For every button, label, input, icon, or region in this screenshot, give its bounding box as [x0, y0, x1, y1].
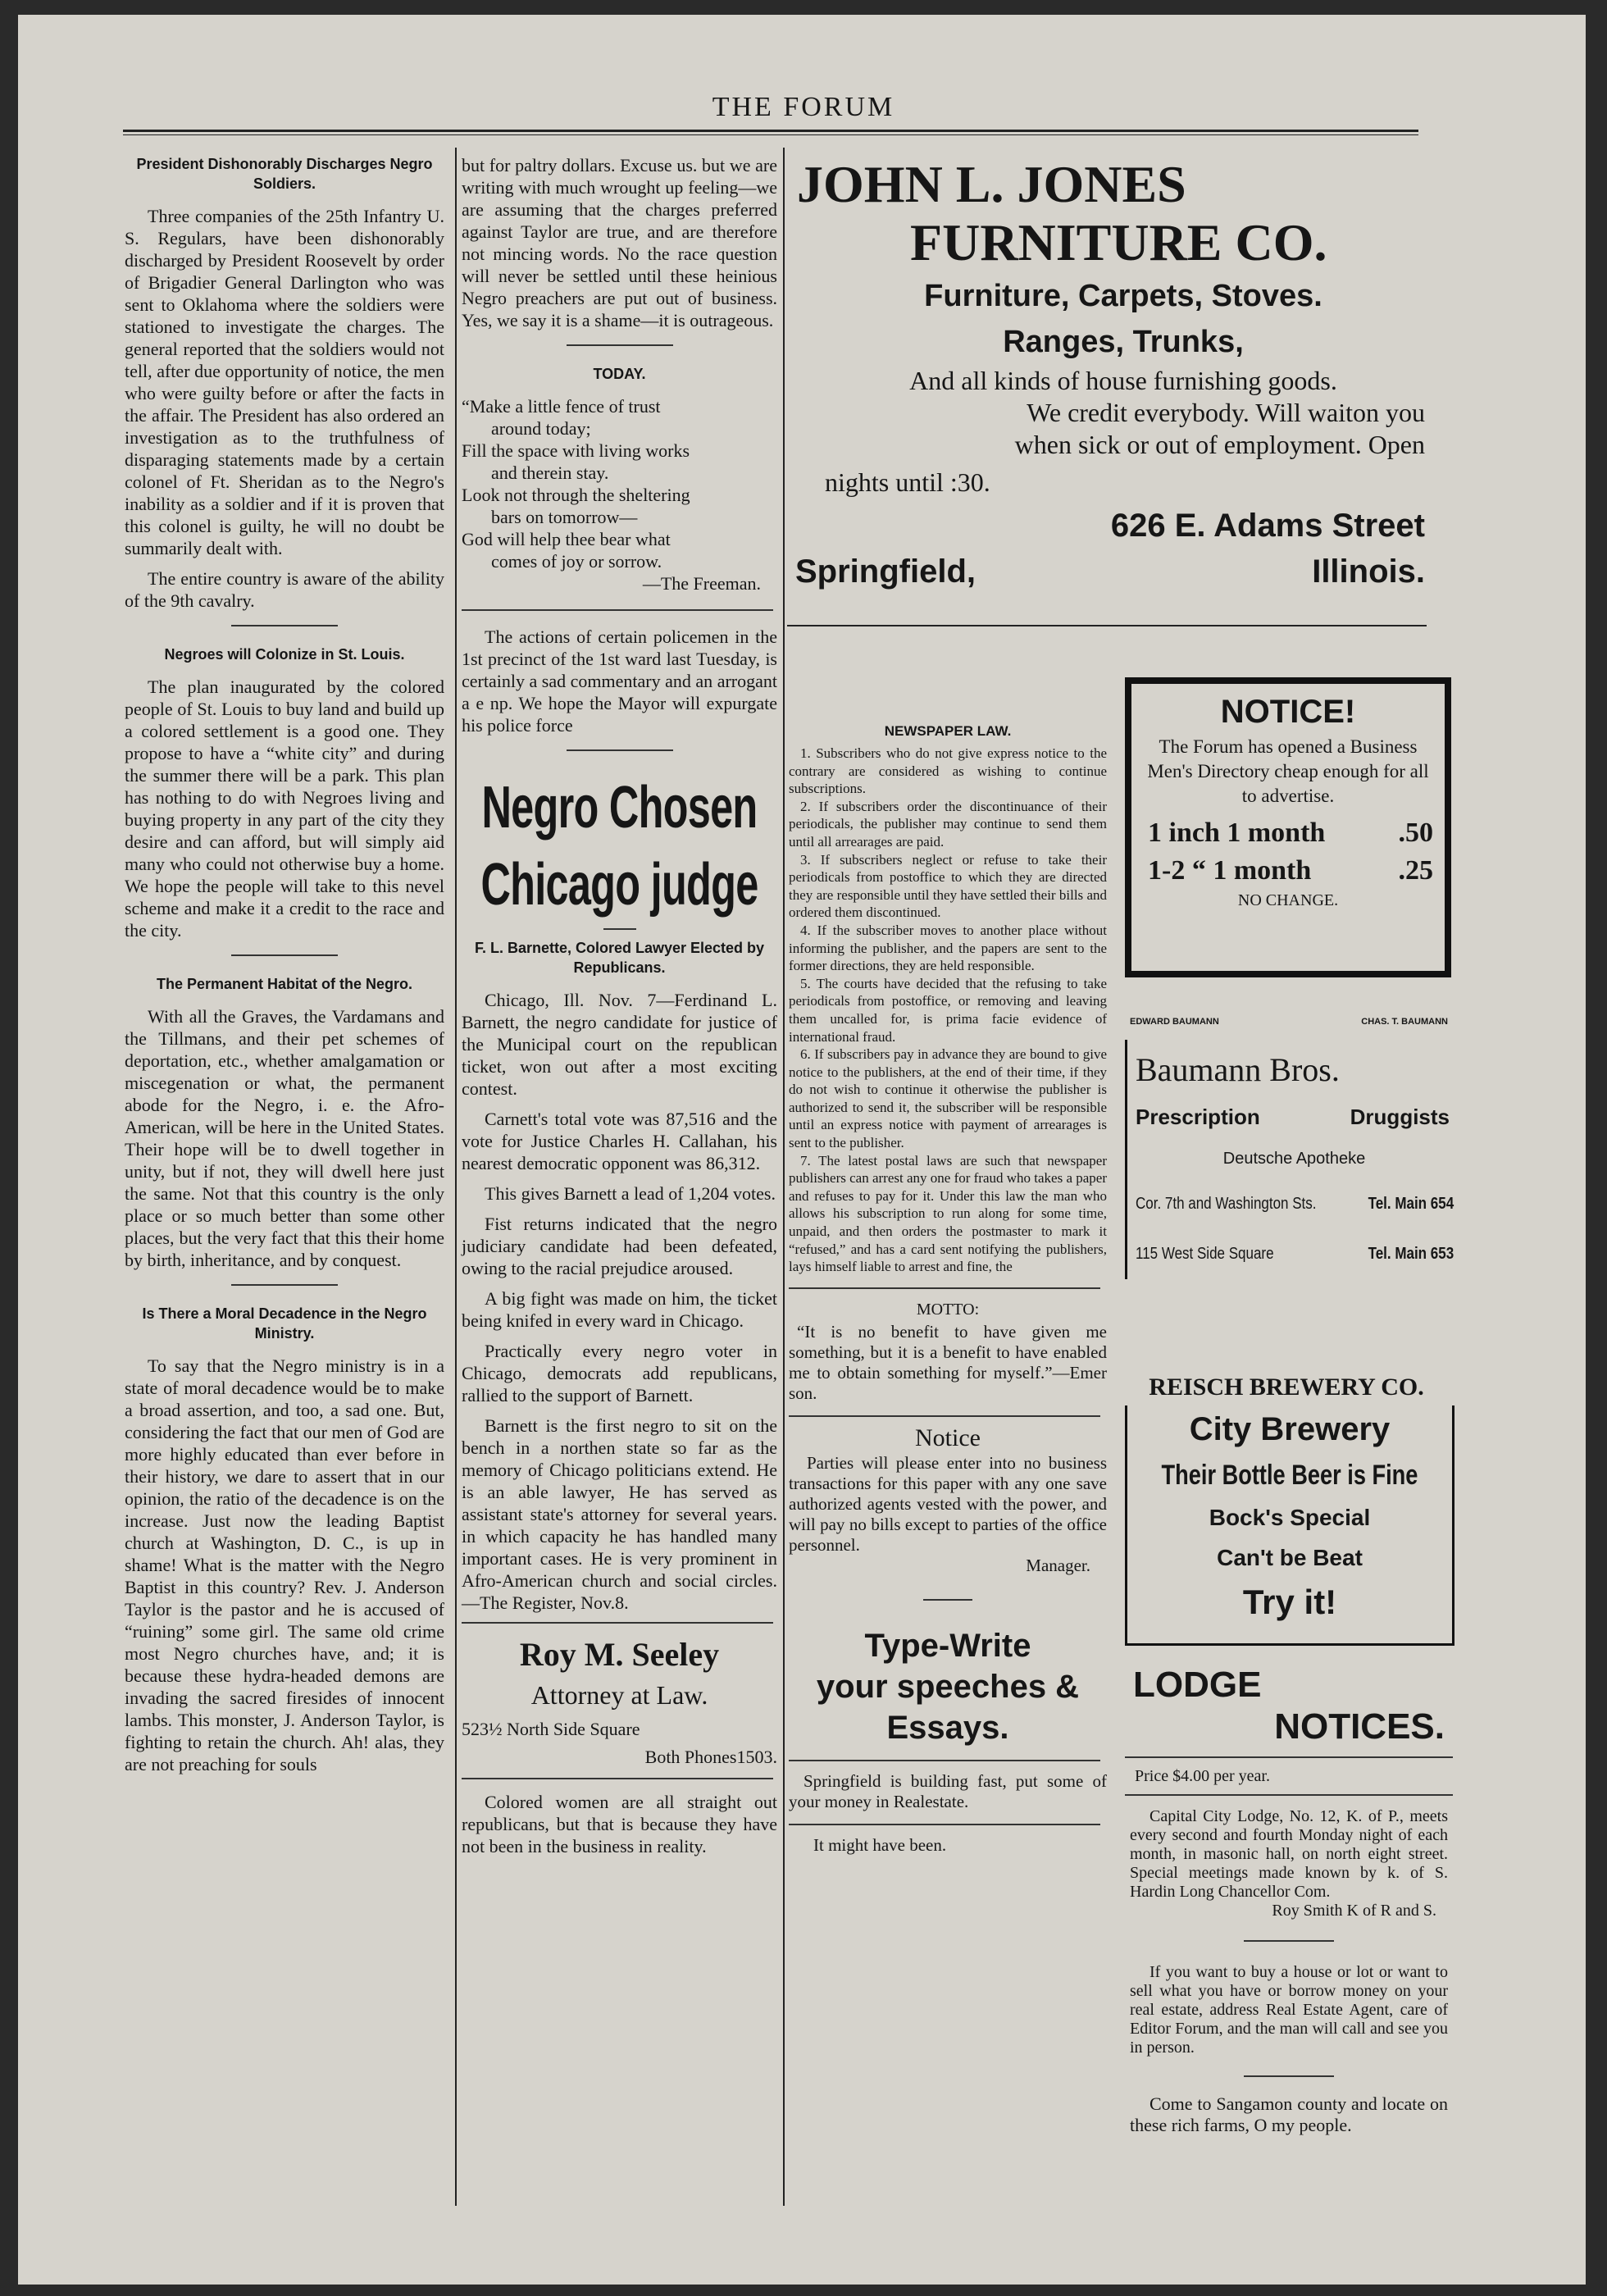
- poem-line: bars on tomorrow—: [491, 507, 638, 527]
- lodge-heading: NOTICES.: [1274, 1706, 1445, 1747]
- column-divider: [783, 148, 785, 2206]
- law-item: 5. The courts have decided that the refusing to take periodicals from postoffice, or removing and leaving them uncalled for, is prima facie evidence of international fraud.: [789, 975, 1107, 1045]
- article-paragraph: The actions of certain policemen in the 1st precinct of the 1st ward last Tuesday, is certainly a sad commentary and an arrogant a e np. We hope the Mayor will expurgate his police force: [462, 626, 777, 736]
- separator: [462, 609, 773, 611]
- baumann-line: Deutsche Apotheke: [1222, 1150, 1366, 1168]
- lodge-text: Capital City Lodge, No. 12, K. of P., meets every second and fourth Monday night of each month, in masonic hall, on north eight street. Special meetings made known by k. of S. Hardin Long Chancellor Com.: [1130, 1807, 1448, 1901]
- jones-state: Illinois.: [1312, 554, 1425, 590]
- lodge-heading: LODGE: [1133, 1665, 1262, 1705]
- baumann-text: Druggists: [1350, 1105, 1450, 1129]
- jones-line: And all kinds of house furnishing goods.: [909, 366, 1337, 395]
- rate-price: .25: [1398, 855, 1433, 886]
- poem-heading: TODAY.: [593, 366, 646, 382]
- rate-row: [1131, 853, 1445, 889]
- owner-name: CHAS. T. BAUMANN: [1361, 1017, 1448, 1027]
- baumann-body: [1125, 1040, 1453, 1279]
- jones-city: [795, 548, 1451, 595]
- column-3: [789, 681, 1107, 1856]
- poem-line: and therein stay.: [491, 462, 609, 483]
- motto-text: “It is no benefit to have given me something, but it is a benefit to have enabled me to obtain something for myself.”—Emer son.: [789, 1321, 1107, 1403]
- article-paragraph: A big fight was made on him, the ticket being knifed in every ward in Chicago.: [462, 1288, 777, 1331]
- column-2: [462, 154, 777, 1866]
- reisch-line: Their Bottle Beer is Fine: [1161, 1460, 1418, 1491]
- article-paragraph: With all the Graves, the Vardamans and the Tillmans, and their pet schemes of deportation, etc., whether amalgamation or miscegenation or what, the permanent abode for the Negro, i. e. the Afro-American, will be here in the United States. Their hope will be to dwell together in unity, but if not, they will dwell here just the same. Not that this country is the only place or so much better than some other places, but the very fact that this their home by birth, inheritance, and by conquest.: [125, 1006, 444, 1270]
- jones-name: JOHN L. JONES: [797, 155, 1186, 213]
- article-paragraph: Practically every negro voter in Chicago, democrats add republicans, rallied to the support of Barnett.: [462, 1341, 777, 1405]
- law-item: 1. Subscribers who do not give express notice to the contrary are considered as wishing to continue subscriptions.: [789, 745, 1107, 797]
- baumann-name: Baumann Bros.: [1136, 1051, 1340, 1088]
- separator: [231, 1284, 338, 1286]
- article-heading: The Permanent Habitat of the Negro.: [156, 976, 413, 992]
- article-paragraph: Colored women are all straight out republicans, but that is because they have not been in the business in reality.: [462, 1792, 777, 1856]
- notice-box-heading: NOTICE!: [1220, 694, 1356, 730]
- law-item: 6. If subscribers pay in advance they are bound to give notice to the publishers, at the end of their time, if they do not wish to continue it otherwise the publisher is authorized to send it, the subscriber will be responsible until an express notice with payment of arrearages is sent to the publisher.: [789, 1046, 1107, 1151]
- article-paragraph: The entire country is aware of the ability of the 9th cavalry.: [125, 568, 444, 611]
- article-heading: Negroes will Colonize in St. Louis.: [164, 646, 405, 663]
- jones-line: when sick or out of employment. Open: [1014, 430, 1425, 459]
- masthead-rule-thin: [123, 134, 1418, 135]
- price: Price $4.00 per year.: [1135, 1767, 1270, 1785]
- baumann-text: Cor. 7th and Washington Sts.: [1136, 1195, 1317, 1213]
- notice-text: Parties will please enter into no business transactions for this paper with any one save authorized agents vested with the power, and will pay no bills except to parties of the office personnel.: [789, 1452, 1107, 1555]
- jones-company: FURNITURE CO.: [910, 213, 1327, 271]
- column-divider: [455, 148, 457, 2206]
- article-paragraph: Carnett's total vote was 87,516 and the vote for Justice Charles H. Callahan, his nearest democratic opponent was 86,312.: [462, 1109, 777, 1173]
- separator: [1244, 2075, 1334, 2077]
- ad-title: Attorney at Law.: [530, 1680, 708, 1710]
- baumann-line: [1136, 1228, 1454, 1279]
- jones-address: 626 E. Adams Street: [1110, 508, 1425, 544]
- subheadline: F. L. Barnette, Colored Lawyer Elected by Republicans.: [474, 940, 765, 976]
- article-paragraph: This gives Barnett a lead of 1,204 votes.: [485, 1183, 776, 1204]
- lodge-signature: Roy Smith K of R and S.: [1272, 1902, 1436, 1920]
- separator: [1244, 1940, 1334, 1942]
- separator: [789, 1287, 1100, 1289]
- article-paragraph: Chicago, Ill. Nov. 7—Ferdinand L. Barnett, the negro candidate for justice of the Municipal court on the republican ticket, won out after a most exciting contest.: [462, 990, 777, 1099]
- article-paragraph: Three companies of the 25th Infantry U. S. Regulars, have been dishonorably discharged by President Roosevelt by order of Brigadier General Darlington who was sent to Oklahoma where the soldiers were stationed to investigate the charges. The general reported that the soldiers would not tell, after due opportunity of notice, the men who were guilty before or after the facts in the affair. The President has also ordered an investigation as to the truthfulness of disparaging statements made by a certain colonel of Ft. Sheridan as to the Negro's inability as a soldier and if it is proven that this colonel is guilty, he will no doubt be summarily dealt with.: [125, 206, 444, 558]
- sangamon-text: Come to Sangamon county and locate on these rich farms, O my people.: [1130, 2093, 1448, 2135]
- column-1: [125, 154, 444, 1784]
- reisch-line: City Brewery: [1189, 1411, 1391, 1447]
- ad-rule: [787, 625, 1427, 626]
- poem-line: God will help thee bear what: [462, 529, 671, 549]
- might-note: It might have been.: [813, 1834, 947, 1855]
- article-paragraph: Barnett is the first negro to sit on the bench in a northen state so far as the memory of Chicago politicians extend. He is an able lawyer, He has served as assistant state's attorney for several years. in which capacity he has handled many important cases. He is very prominent in Afro-American church and social circles.—The Register, Nov.8.: [462, 1415, 777, 1613]
- separator: [789, 1824, 1100, 1825]
- separator: [567, 344, 673, 346]
- typewrite-line: Type-Write: [864, 1627, 1031, 1664]
- baumann-line: [1136, 1179, 1454, 1228]
- masthead-rule: [123, 130, 1418, 132]
- motto-heading: MOTTO:: [916, 1300, 980, 1319]
- article-paragraph: Fist returns indicated that the negro judiciary candidate had been defeated, owing to the racial prejudice aroused.: [462, 1214, 777, 1278]
- law-heading: NEWSPAPER LAW.: [884, 723, 1012, 739]
- ad-name: Roy M. Seeley: [519, 1636, 720, 1673]
- reisch-heading: REISCH BREWERY CO.: [1149, 1374, 1424, 1401]
- jones-line: nights until :30.: [825, 467, 990, 497]
- jones-line: We credit everybody. Will waiton you: [1027, 398, 1425, 427]
- rate-label: 1 inch 1 month: [1148, 818, 1326, 848]
- poem: [462, 395, 777, 594]
- article-heading: President Dishonorably Discharges Negro Soldiers.: [136, 156, 433, 192]
- separator: [462, 1778, 773, 1779]
- jones-line: Furniture, Carpets, Stoves.: [924, 279, 1322, 313]
- ad-phone: Both Phones1503.: [644, 1747, 777, 1767]
- poem-attribution: —The Freeman.: [642, 573, 761, 594]
- poem-line: Fill the space with living works: [462, 440, 690, 461]
- newspaper-law: [789, 745, 1107, 1276]
- baumann-text: Tel. Main 653: [1368, 1245, 1454, 1263]
- separator: [231, 954, 338, 956]
- springfield-note: Springfield is building fast, put some of your money in Realestate.: [789, 1770, 1107, 1811]
- reisch-ad: [1118, 1369, 1454, 1646]
- baumann-text: Prescription: [1136, 1105, 1260, 1129]
- owner-name: EDWARD BAUMANN: [1130, 1017, 1219, 1027]
- separator: [1125, 1756, 1453, 1758]
- jones-ad: [795, 156, 1451, 595]
- poem-line: comes of joy or sorrow.: [491, 551, 662, 572]
- baumann-line: [1136, 1096, 1453, 1138]
- reisch-box: [1125, 1405, 1454, 1646]
- separator: [567, 749, 673, 751]
- lodge-notices: [1125, 1665, 1453, 2136]
- separator: [789, 1760, 1100, 1761]
- poem-line: Look not through the sheltering: [462, 485, 690, 505]
- reisch-line: Try it!: [1242, 1583, 1337, 1621]
- poem-line: “Make a little fence of trust: [462, 396, 661, 417]
- reisch-line: Can't be Beat: [1217, 1545, 1363, 1570]
- notice-box-text: The Forum has opened a Business Men's Directory cheap enough for all to advertise.: [1147, 736, 1429, 806]
- baumann-owners: [1125, 1017, 1453, 1027]
- separator: [1125, 1794, 1453, 1796]
- poem-line: around today;: [491, 418, 591, 439]
- typewrite-line: Essays.: [886, 1709, 1009, 1746]
- real-estate-text: If you want to buy a house or lot or want to sell what you have or borrow money on your real estate, address Real Estate Agent, care of Editor Forum, and the man will call and see you in person.: [1130, 1963, 1448, 2057]
- headline: Chicago judge: [480, 852, 758, 918]
- jones-city-name: Springfield,: [795, 554, 976, 590]
- baumann-text: 115 West Side Square: [1136, 1245, 1274, 1263]
- baumann-ad: [1125, 1017, 1453, 1279]
- separator: [789, 1415, 1100, 1417]
- law-item: 2. If subscribers order the discontinuance of their periodicals, the publisher may continue to send them until all arrearages are paid.: [789, 798, 1107, 850]
- headline: Negro Chosen: [481, 775, 758, 840]
- law-item: 4. If the subscriber moves to another place without informing the publisher, and the papers are sent to the former directions, they are held responsible.: [789, 922, 1107, 974]
- jones-line: Ranges, Trunks,: [1003, 325, 1244, 359]
- law-item: 3. If subscribers neglect or refuse to take their periodicals from postoffice to which they are directed they are responsible until they have settled their bills and ordered them discontinued.: [789, 851, 1107, 921]
- separator: [923, 1599, 972, 1601]
- notice-signature: Manager.: [1026, 1555, 1090, 1575]
- notice-heading: Notice: [915, 1424, 981, 1451]
- no-change: NO CHANGE.: [1237, 891, 1339, 909]
- separator: [603, 928, 636, 930]
- separator: [231, 625, 338, 626]
- ad-address: 523½ North Side Square: [462, 1719, 640, 1739]
- article-paragraph: To say that the Negro ministry is in a state of moral decadence would be to make a broad assertion, and too, a sad one. But, considering the fact that our men of God are more highly educated than ever before in their history, we dare to assert that in our opinion, the ratio of the decadence is on the increase. Just now the leading Baptist church at Washington, D. C., is up in shame! What is the matter with the Negro Baptist in this country? Rev. J. Anderson Taylor is the pastor and he is accused of “ruining” some girl. The same old crime most Negro churches have, and; it is because these hydra-headed demons are invading the sacred firesides of innocent lambs. This monster, J. Anderson Taylor, is fighting to retain the church. Ah! alas, they are not preaching for souls: [125, 1355, 444, 1774]
- notice-box: [1125, 677, 1451, 977]
- rate-label: 1-2 “ 1 month: [1148, 855, 1312, 886]
- article-continuation: but for paltry dollars. Excuse us. but we are writing with much wrought up feeling—we are assuming that the charges preferred against Taylor are true, and are therefore not mincing words. No the race question will never be settled until these heinious Negro preachers are put out of business. Yes, we say it is a shame—it is outrageous.: [462, 155, 777, 330]
- separator: [462, 1622, 773, 1624]
- rate-price: .50: [1398, 818, 1433, 848]
- typewrite-line: your speeches &: [816, 1668, 1080, 1705]
- rate-row: [1131, 809, 1445, 853]
- article-heading: Is There a Moral Decadence in the Negro Ministry.: [142, 1305, 427, 1342]
- masthead: THE FORUM: [712, 92, 895, 122]
- baumann-text: Tel. Main 654: [1368, 1195, 1454, 1213]
- law-item: 7. The latest postal laws are such that newspaper publishers can arrest any one for fraud who takes a paper and refuses to pay for it. Under this law the man who allows his subscription to run along for some time, unpaid, and then orders the postmaster to mark it “refused,” and has a card sent notifying the publishers, lays himself liable to arrest and fine, the: [789, 1152, 1108, 1275]
- article-paragraph: The plan inaugurated by the colored people of St. Louis to buy land and build up a colored settlement is a good one. They propose to have a “white city” and during the summer there will be a park. This plan has nothing to do with Negroes living and buying property in any part of the city they desire and can afford, but will simply aid many who could not otherwise buy a home. We hope the people will take to this nevel scheme and make it a credit to the race and the city.: [125, 676, 444, 941]
- reisch-line: Bock's Special: [1209, 1505, 1371, 1530]
